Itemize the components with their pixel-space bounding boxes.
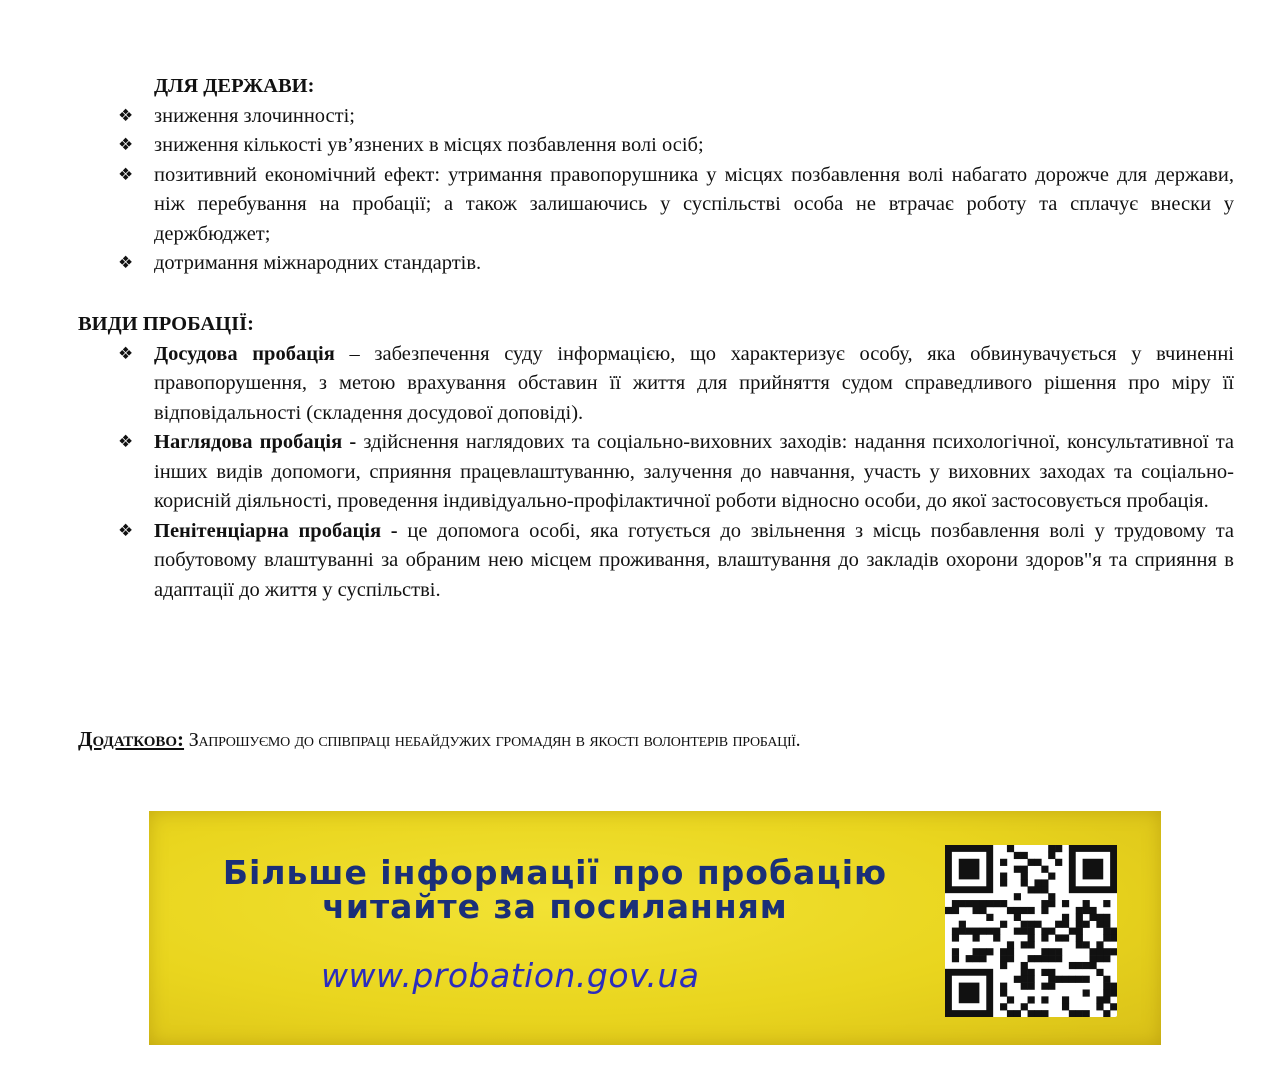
qr-code-graphic <box>945 845 1117 1017</box>
qr-code-icon[interactable] <box>945 845 1117 1017</box>
banner-line-2: читайте за посиланням <box>322 887 788 926</box>
probation-types-section <box>78 310 1234 605</box>
diamond-bullet-icon: ❖ <box>118 105 134 126</box>
diamond-bullet-icon: ❖ <box>118 432 134 452</box>
diamond-bullet-icon: ❖ <box>118 164 134 185</box>
additional-label: Додатково: <box>78 727 185 751</box>
diamond-bullet-icon: ❖ <box>118 343 134 364</box>
for-state-heading: ДЛЯ ДЕРЖАВИ: <box>154 75 315 97</box>
probation-types-heading: ВИДИ ПРОБАЦІЇ: <box>78 313 254 335</box>
diamond-bullet-icon: ❖ <box>118 135 134 155</box>
banner-url-link[interactable]: www.probation.gov.ua <box>321 956 700 995</box>
diamond-bullet-icon: ❖ <box>118 253 134 273</box>
for-state-section <box>116 72 1234 279</box>
for-state-list <box>116 102 1234 279</box>
list-item: ❖ Пенітенціарна пробація - це допомога особі, яка готується до звільнення з місць позбавлення волі у трудовому та побутовому влаштуванні за обраним нею місцем проживання, влаштування до закладів охорони здоров"я та сприяння в адаптації до життя у суспільстві. <box>116 517 1234 606</box>
probation-types-list <box>116 340 1234 606</box>
list-item: ❖ дотримання міжнародних стандартів. <box>116 249 1234 279</box>
info-banner <box>149 811 1161 1045</box>
list-item: ❖ позитивний економічний ефект: утримання правопорушника у місцях позбавлення волі набагато дорожче для держави, ніж перебування на пробації; а також залишаючись у суспільстві особа не втрачає роботу та сплачує внески у держбюджет; <box>116 161 1234 250</box>
term-supervisory-probation: Наглядова пробація - <box>154 431 357 453</box>
diamond-bullet-icon: ❖ <box>118 520 134 541</box>
term-penitentiary-probation: Пенітенціарна пробація - <box>154 519 398 542</box>
list-item: ❖ Наглядова пробація - здійснення наглядових та соціально-виховних заходів: надання психологічної, консультативної та інших видів допомоги, сприяння працевлаштуванню, залучення до навчання, участь у виховних заходах та соціально-корисній діяльності, проведення індивідуально-профілактичної роботи відносно особи, до якої застосовується пробація. <box>116 428 1234 517</box>
list-item: ❖ зниження кількості ув’язнених в місцях позбавлення волі осіб; <box>116 131 1234 161</box>
list-item: ❖ зниження злочинності; <box>116 102 1234 132</box>
list-item: ❖ Досудова пробація – забезпечення суду інформацією, що характеризує особу, яка обвинувачується у вчиненні правопорушення, з метою врахування обставин її життя для прийняття судом справедливого рішення про міру її відповідальності (складення досудової доповіді). <box>116 340 1234 429</box>
additional-text: Запрошуємо до співпраці небайдужих громадян в якості волонтерів пробації. <box>184 729 801 751</box>
banner-line-1: Більше інформації про пробацію <box>222 853 888 892</box>
additional-note <box>78 725 1238 756</box>
term-pretrial-probation: Досудова пробація <box>154 342 335 365</box>
